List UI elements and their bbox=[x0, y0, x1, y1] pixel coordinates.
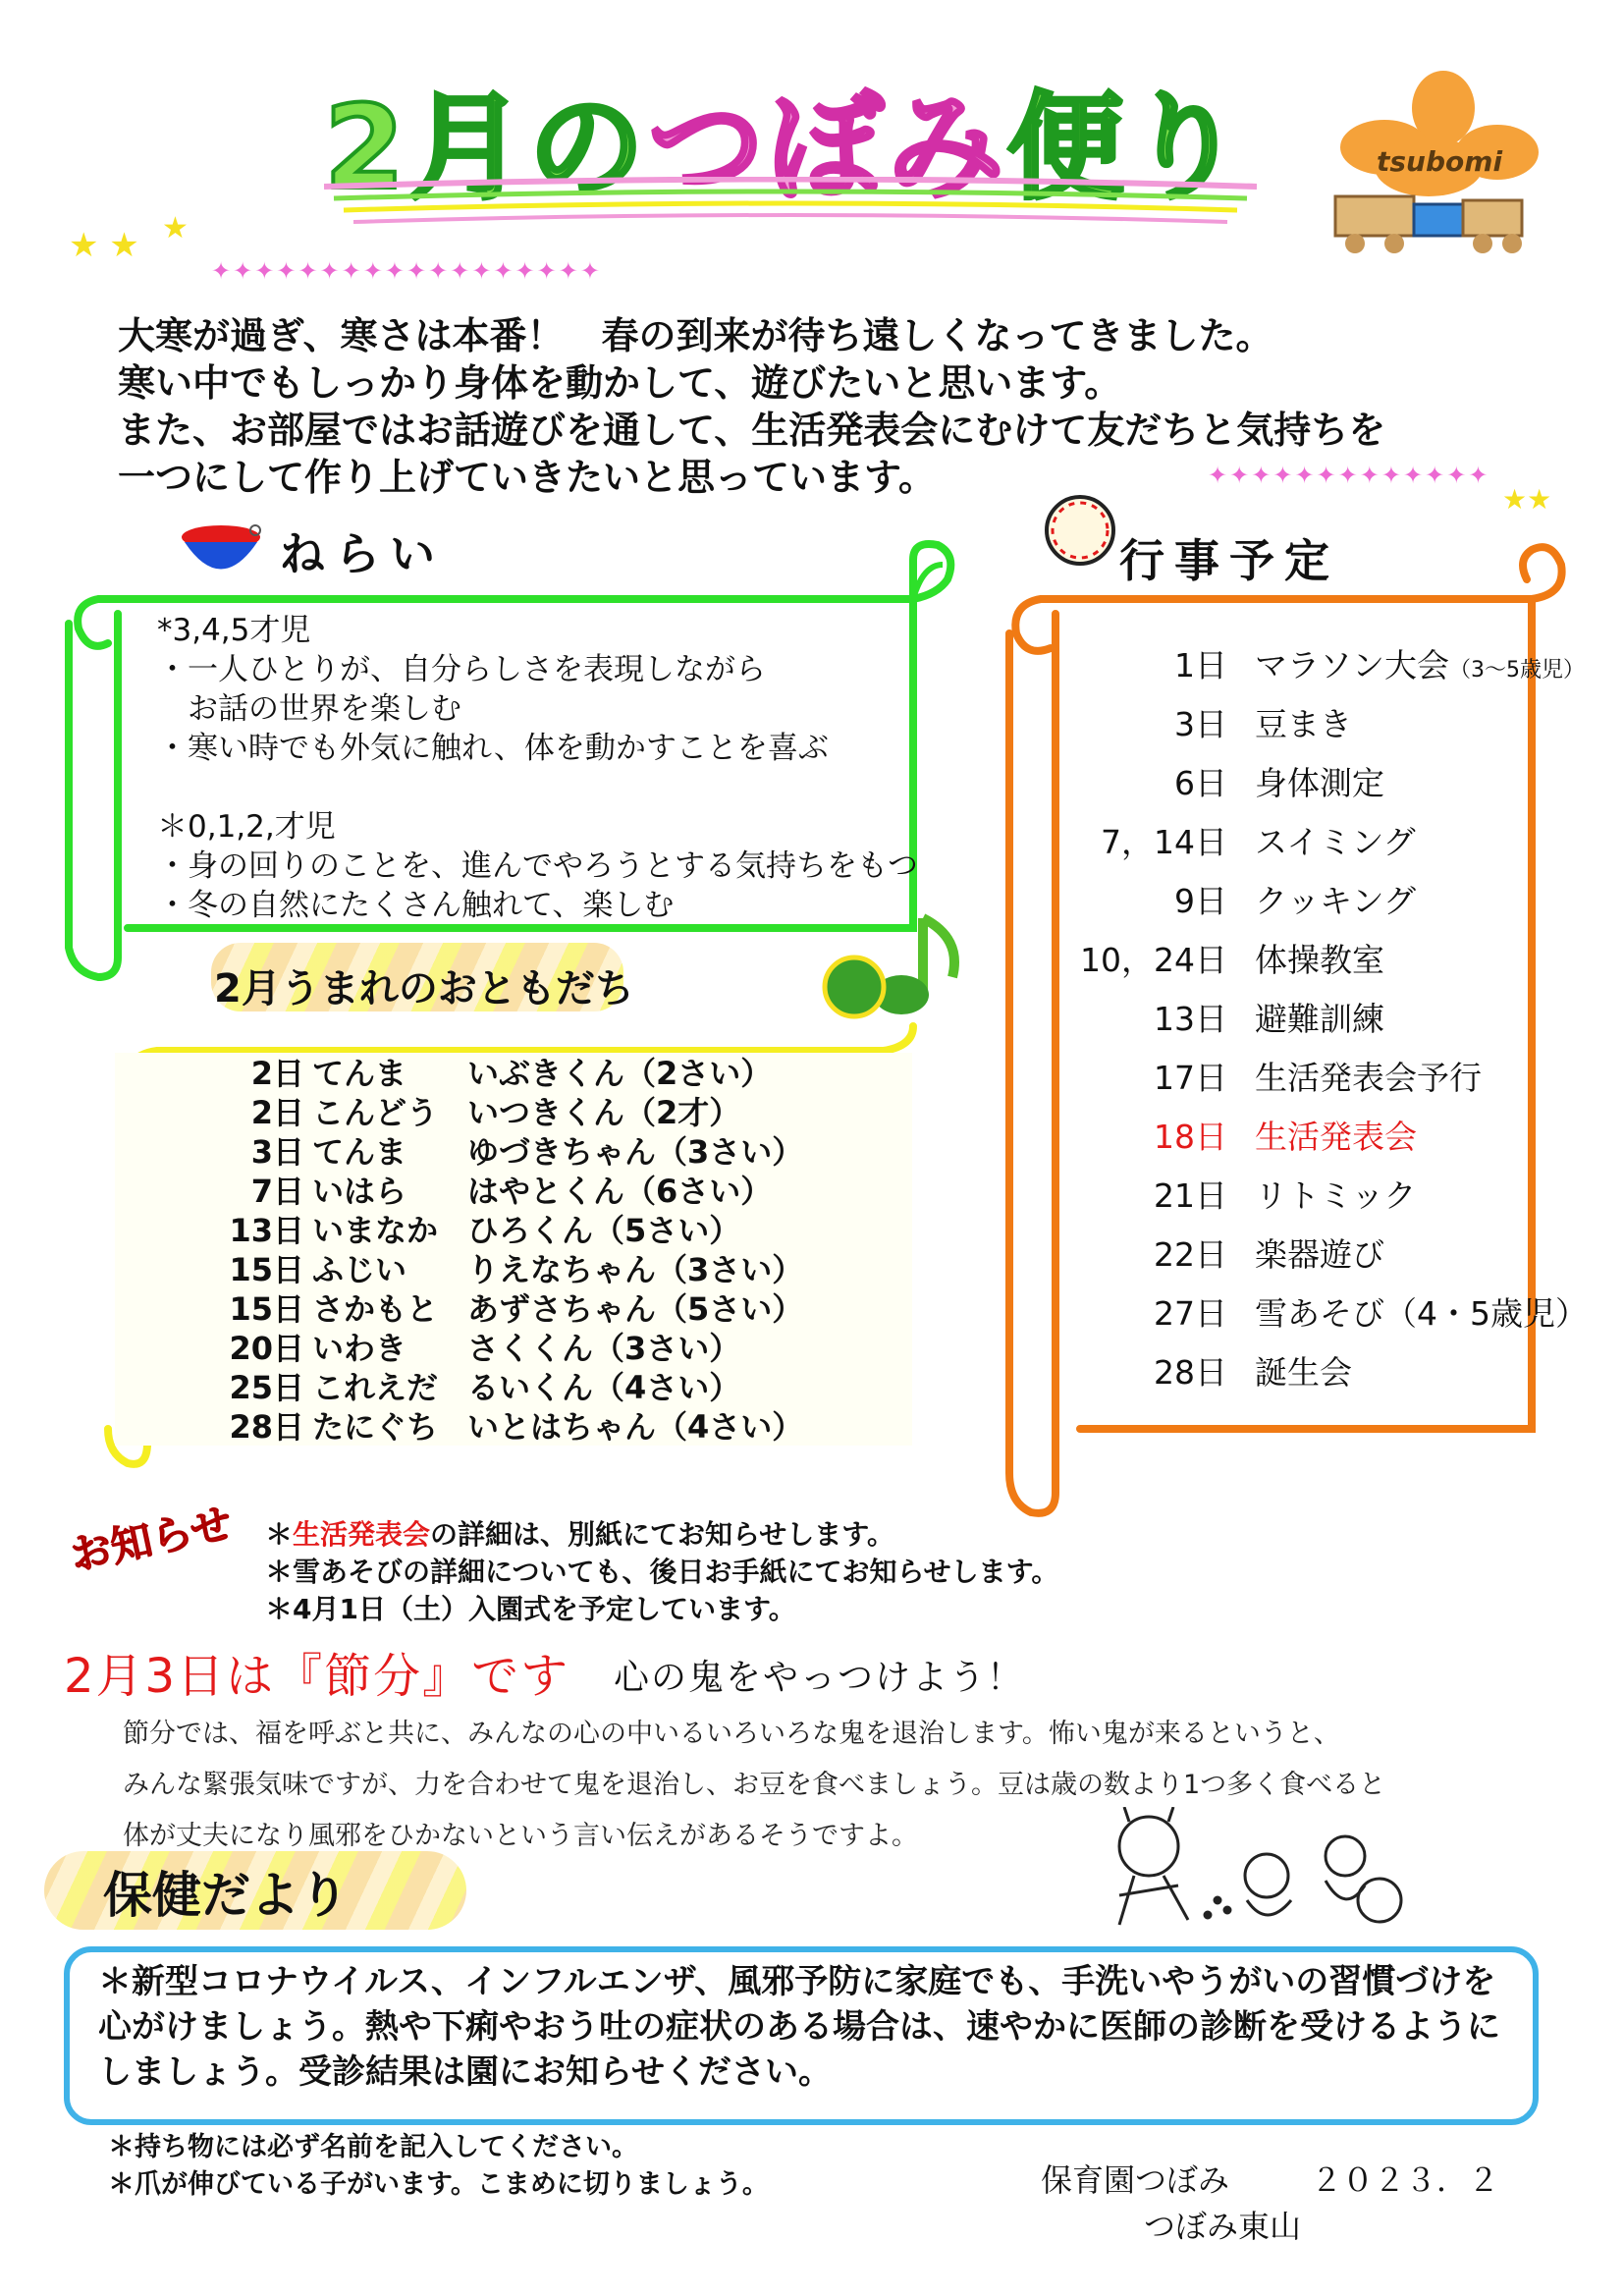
intro-line: また、お部屋ではお話遊びを通して、生活発表会にむけて友だちと気持ちを bbox=[118, 409, 1386, 452]
intro-line: 寒い中でもしっかり身体を動かして、遊びたいと思います。 bbox=[118, 361, 1122, 405]
intro-paragraph bbox=[118, 312, 1385, 501]
health-line: しましょう。受診結果は園にお知らせください。 bbox=[98, 2052, 832, 2092]
setsubun-line: みんな緊張気味ですが、力を合わせて鬼を退治し、お豆を食べましょう。豆は歳の数より1つ多く食べると bbox=[123, 1770, 1386, 1800]
birthday-list bbox=[211, 1054, 811, 1447]
star-icon: ★★ bbox=[1502, 483, 1552, 516]
table-row: 7，14日 スイミング bbox=[1100, 822, 1416, 861]
table-row: 6日 身体測定 bbox=[1173, 763, 1384, 802]
notice-list bbox=[265, 1516, 1058, 1628]
oni-illustration-icon bbox=[1100, 1807, 1424, 1939]
table-row: 15日 さかもと あずさちゃん（5さい） bbox=[229, 1290, 804, 1328]
footer-org: 保育園つぼみ bbox=[1041, 2161, 1230, 2199]
table-row: 1日 マラソン大会（3～5歳児） bbox=[1173, 645, 1585, 684]
aims-line: ・一人ひとりが、自分らしさを表現しながら bbox=[157, 652, 766, 687]
table-row: 22日 楽器遊び bbox=[1153, 1234, 1384, 1274]
aims-line: ・寒い時でも外気に触れ、体を動かすことを喜ぶ bbox=[157, 731, 829, 766]
table-row: 21日 リトミック bbox=[1153, 1175, 1417, 1215]
title-part-letter: 便り bbox=[1007, 80, 1248, 215]
table-row: 2日 てんま いぶきくん（2さい） bbox=[250, 1055, 773, 1092]
sparkle-row-icon: ✦✦✦✦✦✦✦✦✦✦✦✦✦✦✦✦✦✦ bbox=[211, 257, 602, 285]
intro-line: 一つにして作り上げていきたいと思っています。 bbox=[118, 456, 936, 499]
table-row: 10，24日 体操教室 bbox=[1080, 940, 1384, 979]
table-row: 2日 こんどう いつきくん（2才） bbox=[250, 1094, 741, 1131]
notice-line: ＊生活発表会の詳細は、別紙にてお知らせします。 bbox=[265, 1518, 894, 1551]
health-heading: 保健だより bbox=[103, 1867, 349, 1924]
table-row: 28日 たにぐち いとはちゃん（4さい） bbox=[229, 1408, 804, 1446]
table-row: 3日 豆まき bbox=[1173, 704, 1352, 743]
table-row: 25日 これえだ るいくん（4さい） bbox=[229, 1369, 741, 1406]
title-part-tsubomi: つぼみ bbox=[648, 80, 1008, 215]
birthday-table bbox=[211, 1054, 811, 1447]
intro-line: 大寒が過ぎ、寒さは本番！ 春の到来が待ち遠しくなってきました。 bbox=[118, 314, 1273, 357]
toy-top-icon bbox=[177, 522, 265, 585]
notice-line: ＊雪あそびの詳細についても、後日お手紙にてお知らせします。 bbox=[265, 1556, 1059, 1588]
setsubun-subheading: 心の鬼をやっつけよう！ bbox=[614, 1658, 1025, 1698]
aims-line: ・身の回りのことを、進んでやろうとする気持ちをもつ bbox=[157, 848, 918, 884]
table-row-highlight: 18日 生活発表会 bbox=[1153, 1117, 1417, 1156]
aims-line bbox=[157, 768, 918, 807]
health-body bbox=[98, 1959, 1500, 2095]
logo-text: tsubomi bbox=[1377, 145, 1503, 178]
table-row: 28日 誕生会 bbox=[1153, 1352, 1352, 1392]
notice-label: お知らせ bbox=[66, 1499, 237, 1580]
table-row: 27日 雪あそび（4・5歳児） bbox=[1153, 1293, 1588, 1333]
table-row: 20日 いわき さくくん（3さい） bbox=[229, 1330, 741, 1367]
footer-date: ２０２３．２ bbox=[1311, 2161, 1500, 2199]
aims-line: ・冬の自然にたくさん触れて、楽しむ bbox=[157, 888, 675, 923]
tsubomi-logo bbox=[1316, 69, 1542, 265]
star-icon: ★ bbox=[162, 211, 189, 246]
title-part-month: 2月の bbox=[324, 80, 649, 215]
footer-note: ＊持ち物には必ず名前を記入してください。 bbox=[108, 2132, 638, 2162]
events-heading: 行事予定 bbox=[1119, 534, 1339, 587]
footer-notes bbox=[108, 2129, 769, 2204]
table-row: 9日 クッキング bbox=[1173, 881, 1416, 920]
title-underline-stripes bbox=[324, 177, 1257, 236]
events-table bbox=[1080, 633, 1588, 1399]
setsubun-line: 節分では、福を呼ぶと共に、みんなの心の中いるいろいろな鬼を退治します。怖い鬼が来るというと、 bbox=[123, 1719, 1340, 1749]
star-icon: ★ ★ bbox=[69, 226, 139, 265]
table-row: 13日 いまなか ひろくん（5さい） bbox=[229, 1212, 741, 1249]
footer-note: ＊爪が伸びている子がいます。こまめに切りましょう。 bbox=[108, 2169, 769, 2200]
health-line: ＊新型コロナウイルス、インフルエンザ、風邪予防に家庭でも、手洗いやうがいの習慣づけを bbox=[98, 1962, 1496, 2001]
table-row: 15日 ふじい りえなちゃん（3さい） bbox=[229, 1251, 804, 1288]
table-row: 13日 避難訓練 bbox=[1153, 999, 1384, 1038]
table-row: 7日 いはら はやとくん（6さい） bbox=[250, 1173, 773, 1210]
aims-line: *3,4,5才児 bbox=[157, 613, 311, 648]
aims-line: お話の世界を楽しむ bbox=[157, 691, 461, 727]
aims-line: ＊0,1,2,才児 bbox=[157, 809, 336, 845]
notice-line: ＊4月1日（土）入園式を予定しています。 bbox=[265, 1593, 796, 1625]
health-line: 心がけましょう。熱や下痢やおう吐の症状のある場合は、速やかに医師の診断を受けるように bbox=[98, 2007, 1500, 2047]
setsubun-heading: 2月3日は『節分』です bbox=[64, 1649, 570, 1704]
footer-branch: つぼみ東山 bbox=[1144, 2208, 1302, 2245]
music-note-icon bbox=[815, 908, 962, 1030]
table-row: 3日 てんま ゆづきちゃん（3さい） bbox=[250, 1133, 804, 1171]
birthday-heading: 2月うまれのおともだち bbox=[214, 966, 634, 1011]
setsubun-line: 体が丈夫になり風邪をひかないという言い伝えがあるそうですよ。 bbox=[123, 1821, 918, 1851]
aims-heading: ねらい bbox=[280, 527, 445, 580]
table-row: 17日 生活発表会予行 bbox=[1153, 1058, 1482, 1097]
aims-body bbox=[157, 611, 918, 925]
sparkle-row-icon: ✦✦✦✦✦✦✦✦✦✦✦✦✦ bbox=[1208, 462, 1490, 489]
